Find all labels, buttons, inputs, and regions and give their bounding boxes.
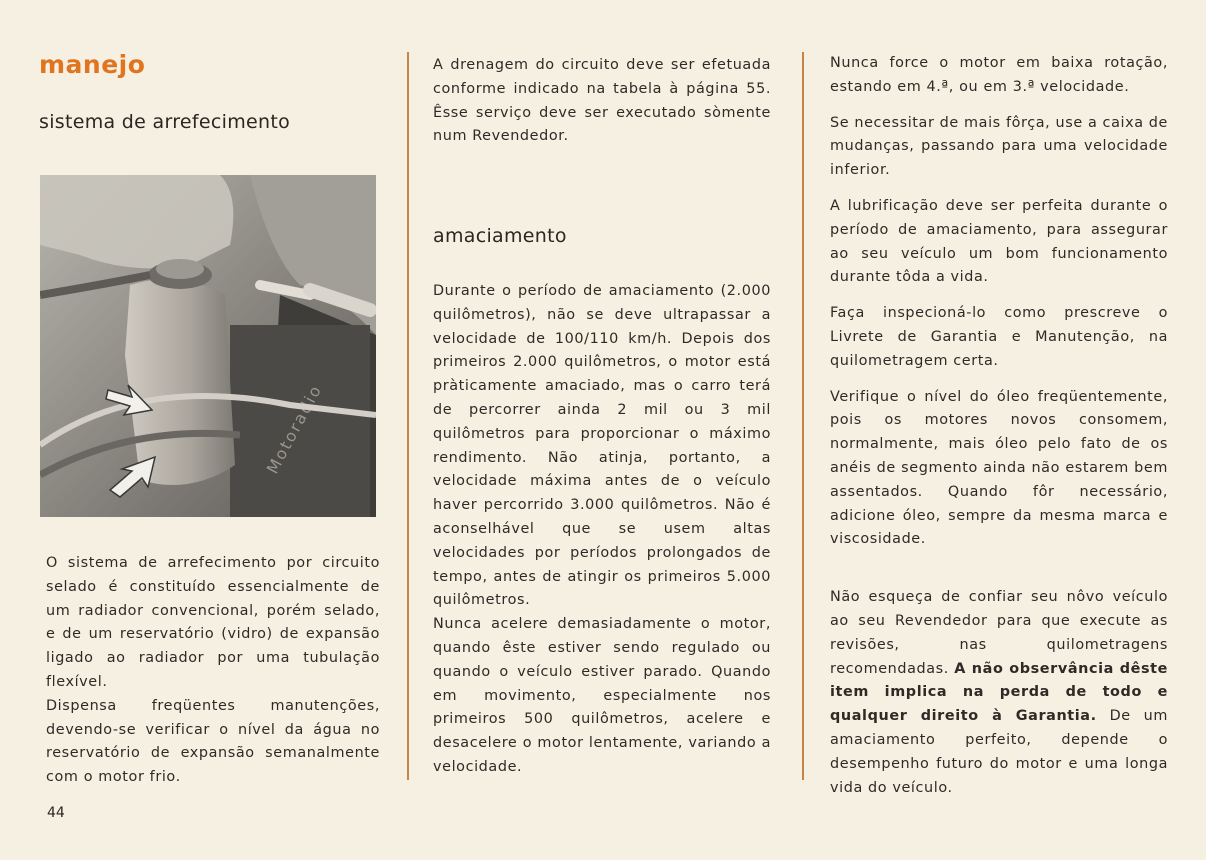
break-in-text (433, 280, 771, 780)
warranty-warning: A não observância dêste item implica na perda de todo e qualquer direito à Garantia. (830, 660, 1168, 725)
section-subtitle: sistema de arrefecimento (39, 111, 291, 133)
svg-text:Motoradio: Motoradio (262, 381, 326, 477)
section-heading-amaciamento: amaciamento (433, 225, 567, 247)
page-number: 44 (47, 805, 65, 821)
column-divider (407, 52, 409, 780)
recommendation-paragraph: Faça inspecioná-lo como prescreve o Livrete de Garantia e Manutenção, na quilometragem certa. (830, 305, 1168, 369)
cooling-paragraph: Dispensa freqüentes manutenções, devendo-se verificar o nível da água no reservatório de expansão semanalmente com o motor frio. (46, 697, 380, 786)
drain-paragraph: A drenagem do circuito deve ser efetuada conforme indicado na tabela à página 55. Êsse serviço deve ser executado sòmente num Revendedor. (433, 57, 771, 145)
recommendations-text (830, 52, 1168, 812)
recommendation-paragraph: Nunca force o motor em baixa rotação, estando em 4.ª, ou em 3.ª velocidade. (830, 55, 1168, 95)
warranty-text-end: De um amaciamento perfeito, depende o desempenho futuro do motor e uma longa vida do veículo. (830, 708, 1168, 796)
recommendation-paragraph: Verifique o nível do óleo freqüentemente, pois os motores novos consomem, normalmente, mais óleo pelo fato de os anéis de segmento ainda não estarem bem assentados. Quando fôr necessário, adicione óleo, sempre da mesma marca e viscosidade. (830, 388, 1168, 548)
drain-text (433, 54, 771, 149)
break-in-paragraph: Nunca acelere demasiadamente o motor, quando êste estiver sendo regulado ou quando o veículo estiver parado. Quando em movimento, especialmente nos primeiros 500 quilômetros, acelere e desacelere o motor lentamente, variando a velocidade. (433, 616, 771, 775)
break-in-paragraph: Durante o período de amaciamento (2.000 quilômetros), não se deve ultrapassar a velocidade de 100/110 km/h. Depois dos primeiros 2.000 quilômetros, o motor está pràticamente amaciado, mas o carro terá de percorrer ainda 2 mil ou 3 mil quilômetros para proporcionar o máximo rendimento. Não atinja, portanto, a velocidade máxima antes de o veículo haver percorrido 3.000 quilômetros. Não é aconselhável que se usem altas velocidades por períodos prolongados de tempo, antes de atingir os primeiros 5.000 quilômetros. (433, 283, 771, 609)
warranty-paragraph (830, 586, 1168, 800)
page-title: manejo (39, 50, 146, 79)
cooling-system-text (46, 552, 380, 790)
warranty-text-start: Não esqueça de confiar seu nôvo veículo ao seu Revendedor para que execute as revisões, nas quilometragens recomendadas. (830, 589, 1168, 677)
recommendation-paragraph: Se necessitar de mais fôrça, use a caixa de mudanças, passando para uma velocidade inferior. (830, 114, 1168, 179)
column-divider (802, 52, 804, 780)
recommendation-paragraph: A lubrificação deve ser perfeita durante o período de amaciamento, para assegurar ao seu veículo um bom funcionamento durante tôda a vida. (830, 197, 1168, 286)
engine-cooling-reservoir-photo (40, 175, 376, 517)
photo-illustration (40, 175, 376, 517)
cooling-paragraph: O sistema de arrefecimento por circuito selado é constituído essencialmente de um radiador convencional, porém selado, e de um reservatório (vidro) de expansão ligado ao radiador por uma tubulação flexível. (46, 555, 380, 690)
